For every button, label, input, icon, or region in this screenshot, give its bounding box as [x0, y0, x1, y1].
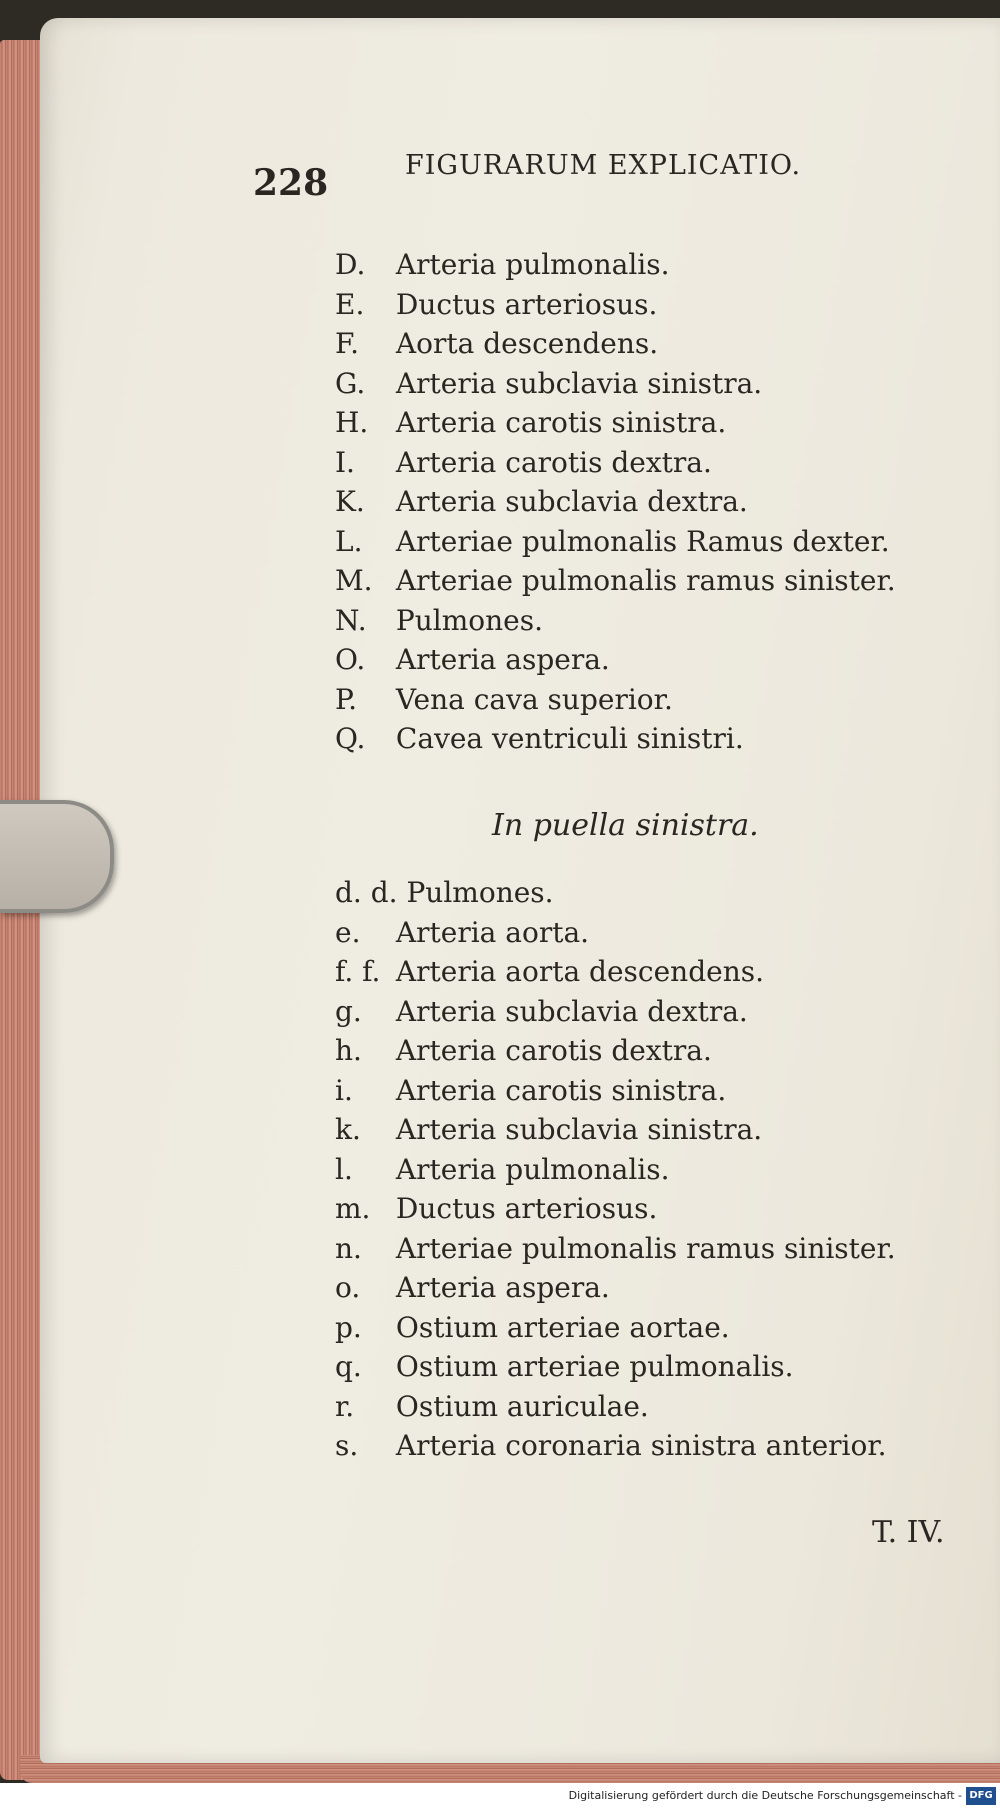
entry-text: Arteria aorta.	[395, 915, 590, 949]
entry-text: Ostium arteriae pulmonalis.	[395, 1350, 794, 1383]
entry-text: Arteriae pulmonalis ramus sinister.	[395, 564, 896, 597]
legend-entry	[335, 992, 955, 1032]
entry-text: Arteriae pulmonalis Ramus dexter.	[395, 524, 890, 558]
legend-entry	[335, 443, 955, 483]
legend-entry	[335, 364, 955, 404]
entry-text: Aorta descendens.	[395, 327, 659, 360]
entry-key: D.	[335, 248, 366, 281]
legend-entry	[335, 601, 955, 641]
legend-entry	[335, 1387, 955, 1427]
entry-key: f. f.	[335, 955, 381, 988]
legend-entry	[335, 952, 955, 992]
entry-text: Ostium auriculae.	[395, 1389, 649, 1423]
entry-key: p.	[335, 1310, 362, 1344]
entry-key: L.	[335, 524, 363, 558]
legend-entry	[335, 680, 955, 720]
entry-text: Ostium arteriae aortae.	[395, 1310, 730, 1344]
entry-key: F.	[335, 327, 359, 360]
funding-credit: Digitalisierung gefördert durch die Deutsche Forschungsgemeinschaft -	[568, 1789, 962, 1802]
entry-key: Q.	[335, 722, 366, 755]
legend-entry	[335, 403, 955, 443]
legend-entry	[335, 913, 955, 953]
entry-text: Pulmones.	[406, 876, 554, 909]
entry-text: Arteria coronaria sinistra anterior.	[395, 1429, 887, 1462]
entry-key: n.	[335, 1231, 362, 1265]
entry-key: H.	[335, 406, 369, 439]
entry-key: g.	[335, 994, 362, 1028]
entry-key: M.	[335, 564, 373, 597]
entry-text: Ductus arteriosus.	[395, 1192, 658, 1225]
section-subheading: In puella sinistra.	[492, 808, 759, 843]
legend-entry	[335, 1031, 955, 1071]
entry-key: G.	[335, 366, 366, 400]
entry-text: Arteriae pulmonalis ramus sinister.	[395, 1231, 896, 1265]
entry-text: Arteria subclavia dextra.	[395, 485, 748, 518]
entry-key: s.	[335, 1429, 359, 1462]
entry-text: Arteria carotis dextra.	[395, 445, 712, 479]
entry-key: r.	[335, 1389, 355, 1423]
legend-entry	[335, 285, 955, 325]
legend-entry	[335, 1426, 955, 1466]
entry-key: k.	[335, 1113, 361, 1146]
entry-text: Vena cava superior.	[395, 682, 673, 716]
entry-key: d. d.	[335, 876, 398, 909]
entry-text: Arteria carotis dextra.	[395, 1034, 712, 1067]
legend-entry	[335, 640, 955, 680]
legend-entry	[335, 1268, 955, 1308]
entry-key: q.	[335, 1350, 362, 1383]
entry-text: Arteria subclavia sinistra.	[395, 366, 763, 400]
legend-entry	[335, 1150, 955, 1190]
entry-text: Arteria carotis sinistra.	[395, 1073, 727, 1107]
digitization-footer	[0, 1783, 1000, 1811]
legend-entry	[335, 1110, 955, 1150]
entry-key: e.	[335, 915, 361, 949]
legend-entry	[335, 719, 955, 759]
legend-entry	[335, 482, 955, 522]
legend-entry	[335, 1071, 955, 1111]
legend-entry	[335, 1308, 955, 1348]
legend-entry	[335, 561, 955, 601]
lower-figure-legend	[335, 873, 955, 1466]
legend-entry	[335, 245, 955, 285]
entry-key: N.	[335, 603, 367, 637]
upper-figure-legend	[335, 245, 955, 759]
entry-text: Arteria carotis sinistra.	[395, 406, 727, 439]
page-clip	[0, 800, 114, 913]
entry-key: o.	[335, 1271, 361, 1304]
entry-key: E.	[335, 287, 365, 321]
entry-text: Arteria aorta descendens.	[395, 955, 764, 988]
legend-entry	[335, 873, 955, 913]
catchword: T. IV.	[872, 1515, 945, 1550]
entry-text: Arteria subclavia dextra.	[395, 994, 748, 1028]
legend-entry	[335, 1229, 955, 1269]
entry-text: Pulmones.	[395, 603, 544, 637]
entry-key: O.	[335, 643, 366, 676]
legend-entry	[335, 324, 955, 364]
entry-key: K.	[335, 485, 365, 518]
entry-text: Arteria aspera.	[395, 643, 610, 676]
page-number: 228	[253, 162, 329, 204]
dfg-logo-icon: DFG	[966, 1787, 996, 1805]
running-title: FIGURARUM EXPLICATIO.	[405, 150, 802, 181]
entry-text: Cavea ventriculi sinistri.	[395, 722, 744, 755]
entry-text: Ductus arteriosus.	[395, 287, 658, 321]
entry-key: P.	[335, 682, 358, 716]
legend-entry	[335, 1347, 955, 1387]
entry-text: Arteria pulmonalis.	[395, 248, 670, 281]
entry-key: i.	[335, 1073, 353, 1107]
entry-key: h.	[335, 1034, 362, 1067]
entry-key: m.	[335, 1192, 371, 1225]
entry-text: Arteria pulmonalis.	[395, 1152, 670, 1186]
entry-key: I.	[335, 445, 355, 479]
entry-text: Arteria aspera.	[395, 1271, 610, 1304]
entry-key: l.	[335, 1152, 353, 1186]
legend-entry	[335, 522, 955, 562]
legend-entry	[335, 1189, 955, 1229]
entry-text: Arteria subclavia sinistra.	[395, 1113, 763, 1146]
